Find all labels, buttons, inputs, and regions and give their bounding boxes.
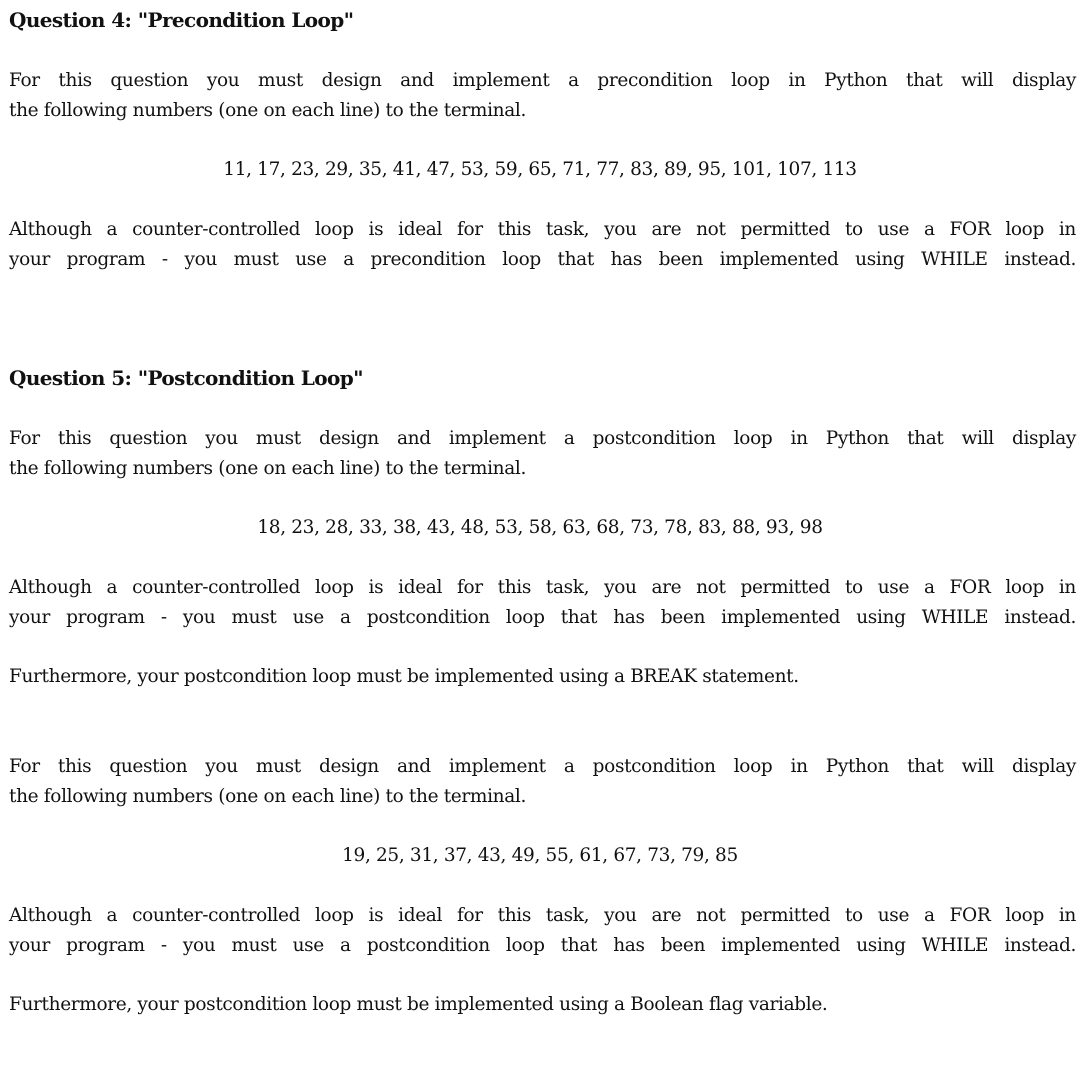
question-5b-extra-line: Furthermore, your postcondition loop must be implemented using a Boolean flag variable.	[9, 994, 828, 1015]
question-5b-intro	[9, 752, 1076, 812]
question-4-note	[9, 215, 1076, 275]
question-5b-extra-requirement	[9, 990, 1076, 1020]
question-5a-note-line-2: your program - you must use a postcondition loop that has been implemented using WHILE instead.	[9, 607, 1076, 628]
question-5b-note-line-2: your program - you must use a postcondition loop that has been implemented using WHILE instead.	[9, 935, 1076, 956]
question-4-note-line-2: your program - you must use a precondition loop that has been implemented using WHILE instead.	[9, 249, 1076, 270]
question-5a-note-line-1: Although a counter-controlled loop is ideal for this task, you are not permitted to use a FOR loop in	[9, 577, 1076, 598]
question-4-heading: Question 4: "Precondition Loop"	[9, 8, 354, 32]
question-4-intro-line-2: the following numbers (one on each line) to the terminal.	[9, 100, 526, 121]
question-5a-intro-line-2: the following numbers (one on each line) to the terminal.	[9, 458, 526, 479]
question-5b-intro-line-2: the following numbers (one on each line) to the terminal.	[9, 786, 526, 807]
question-5a-note	[9, 573, 1076, 633]
question-5-heading: Question 5: "Postcondition Loop"	[9, 366, 363, 390]
question-5a-extra-line: Furthermore, your postcondition loop must be implemented using a BREAK statement.	[9, 666, 799, 687]
question-5b-number-sequence: 19, 25, 31, 37, 43, 49, 55, 61, 67, 73, 79, 85	[342, 845, 738, 866]
question-5b-intro-line-1: For this question you must design and implement a postcondition loop in Python that will display	[9, 756, 1076, 777]
question-5b-note	[9, 901, 1076, 961]
question-4-note-line-1: Although a counter-controlled loop is ideal for this task, you are not permitted to use a FOR loop in	[9, 219, 1076, 240]
question-5a-intro	[9, 424, 1076, 484]
question-5a-number-sequence: 18, 23, 28, 33, 38, 43, 48, 53, 58, 63, 68, 73, 78, 83, 88, 93, 98	[257, 517, 823, 538]
question-5a-extra-requirement	[9, 662, 1076, 692]
question-4-intro	[9, 66, 1076, 126]
question-5b-note-line-1: Although a counter-controlled loop is ideal for this task, you are not permitted to use a FOR loop in	[9, 905, 1076, 926]
question-4-intro-line-1: For this question you must design and implement a precondition loop in Python that will display	[9, 70, 1076, 91]
question-5a-intro-line-1: For this question you must design and implement a postcondition loop in Python that will display	[9, 428, 1076, 449]
question-4-number-sequence: 11, 17, 23, 29, 35, 41, 47, 53, 59, 65, 71, 77, 83, 89, 95, 101, 107, 113	[223, 159, 857, 180]
